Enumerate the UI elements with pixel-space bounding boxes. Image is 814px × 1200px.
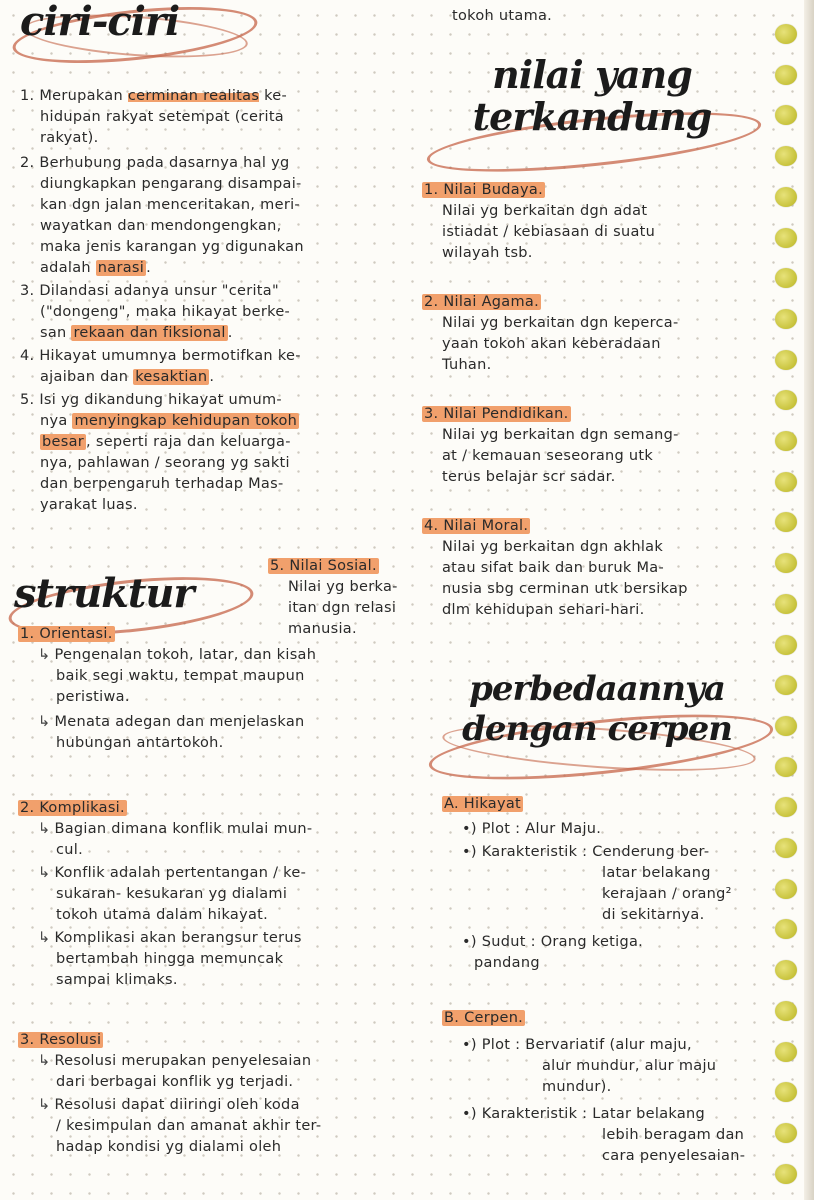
binder-ring xyxy=(775,1164,797,1184)
nilai-heading-line-1: nilai yang xyxy=(492,52,692,97)
resolusi-section xyxy=(18,1030,413,1158)
list-item: atau sifat baik dan buruk Ma- xyxy=(442,560,665,576)
perbedaan-heading-line-1: perbedaannya xyxy=(469,669,725,709)
arrow-icon: ↳ xyxy=(38,821,51,837)
list-item: yaan tokoh akan keberadaan xyxy=(442,336,661,352)
list-item: wayatkan dan mendongengkan, xyxy=(40,218,282,234)
binder-ring xyxy=(775,105,797,125)
list-item: hidupan rakyat setempat (cerita xyxy=(40,109,284,125)
list-item: kan dgn jalan menceritakan, meri- xyxy=(40,197,300,213)
list-item: nusia sbg cerminan utk bersikap xyxy=(442,581,688,597)
cerpen-section xyxy=(442,1008,772,1167)
arrow-icon: ↳ xyxy=(38,865,51,881)
list-item: ↳ Resolusi dapat diiringi oleh koda xyxy=(38,1097,300,1113)
list-item: kerajaan / orang² xyxy=(602,886,732,902)
section-title: B. Cerpen. xyxy=(444,1010,524,1026)
binder-ring xyxy=(775,838,797,858)
list-item: ↳ Resolusi merupakan penyelesaian xyxy=(38,1053,312,1069)
binder-ring xyxy=(775,431,797,451)
list-item: rakyat). xyxy=(40,130,99,146)
binder-ring xyxy=(775,512,797,532)
nilai-title: 4. Nilai Moral. xyxy=(424,518,529,534)
list-item: Nilai yg berkaitan dgn semang- xyxy=(442,427,679,443)
binder-ring xyxy=(775,309,797,329)
binder-ring xyxy=(775,635,797,655)
list-item: ↳ Konflik adalah pertentangan / ke- xyxy=(38,865,307,881)
nilai-sosial-title: 5. Nilai Sosial. xyxy=(270,558,377,574)
list-item: san rekaan dan fiksional . xyxy=(40,325,233,341)
ciri-heading: ciri-ciri xyxy=(20,2,179,42)
section-title: A. Hikayat xyxy=(444,796,521,812)
binder-ring xyxy=(775,228,797,248)
list-item: at / kemauan seseorang utk xyxy=(442,448,654,464)
list-item: maka jenis karangan yg digunakan xyxy=(40,239,304,255)
list-item: wilayah tsb. xyxy=(442,245,533,261)
list-item: nya, pahlawan / seorang yg sakti xyxy=(40,455,290,471)
list-item: •) Karakteristik : Latar belakang xyxy=(462,1106,706,1122)
continued-line: tokoh utama. xyxy=(452,8,553,24)
nilai-title: 2. Nilai Agama. xyxy=(424,294,539,310)
list-item: ↳ Pengenalan tokoh, latar, dan kisah xyxy=(38,647,317,663)
list-item: cul. xyxy=(56,842,83,858)
list-item: / kesimpulan dan amanat akhir ter- xyxy=(56,1118,322,1134)
list-item: •) Plot : Bervariatif (alur maju, xyxy=(462,1037,692,1053)
list-item: terus belajar scr sadar. xyxy=(442,469,616,485)
list-item: dan berpengaruh terhadap Mas- xyxy=(40,476,284,492)
nilai-heading-line-2: terkandung xyxy=(472,94,712,139)
section-title: 2. Komplikasi. xyxy=(20,800,125,816)
list-item: 4. Hikayat umumnya bermotifkan ke- xyxy=(20,348,301,364)
list-item: Tuhan. xyxy=(442,357,492,373)
list-item: adalah narasi . xyxy=(40,260,152,276)
perbedaan-heading xyxy=(432,669,762,749)
arrow-icon: ↳ xyxy=(38,930,51,946)
binder-ring xyxy=(775,146,797,166)
komplikasi-section xyxy=(18,798,413,991)
list-item: hubungan antartokoh. xyxy=(56,735,224,751)
nilai-title: 3. Nilai Pendidikan. xyxy=(424,406,569,422)
list-item: alur mundur, alur maju xyxy=(542,1058,717,1074)
ciri-list xyxy=(20,86,410,516)
list-item: Nilai yg berkaitan dgn adat xyxy=(442,203,648,219)
binder-ring xyxy=(775,472,797,492)
section-title: 3. Resolusi xyxy=(20,1032,102,1048)
binder-ring xyxy=(775,24,797,44)
list-item: ajaiban dan kesaktian . xyxy=(40,369,215,385)
list-item: baik segi waktu, tempat maupun xyxy=(56,668,305,684)
list-item: pandang xyxy=(474,955,540,971)
list-item: tokoh utama dalam hikayat. xyxy=(56,907,269,923)
list-item: lebih beragam dan xyxy=(602,1127,745,1143)
list-item: Nilai yg berka- xyxy=(288,579,398,595)
list-item: manusia. xyxy=(288,621,357,637)
list-item: 1. Merupakan cerminan realitas ke- xyxy=(20,88,288,104)
list-item: 2. Berhubung pada dasarnya hal yg xyxy=(20,155,290,171)
list-item: 5. Isi yg dikandung hikayat umum- xyxy=(20,392,282,408)
binder-ring xyxy=(775,553,797,573)
list-item: latar belakang xyxy=(602,865,711,881)
binder-ring xyxy=(775,1001,797,1021)
list-item: 3. Dilandasi adanya unsur "cerita" xyxy=(20,283,279,299)
list-item: istiadat / kebiasaan di suatu xyxy=(442,224,656,240)
nilai-list xyxy=(422,180,772,621)
list-item: •) Sudut : Orang ketiga. xyxy=(462,934,644,950)
section-title: 1. Orientasi. xyxy=(20,626,113,642)
binder-ring xyxy=(775,879,797,899)
orientasi-section xyxy=(18,624,413,754)
list-item: hadap kondisi yg dialami oleh xyxy=(56,1139,282,1155)
list-item: Nilai yg berkaitan dgn akhlak xyxy=(442,539,664,555)
binder-ring xyxy=(775,594,797,614)
arrow-icon: ↳ xyxy=(38,1097,51,1113)
list-item: ↳ Menata adegan dan menjelaskan xyxy=(38,714,305,730)
list-item: dari berbagai konflik yg terjadi. xyxy=(56,1074,294,1090)
hikayat-section xyxy=(442,794,772,974)
list-item: ↳ Komplikasi akan berangsur terus xyxy=(38,930,302,946)
list-item: cara penyelesaian- xyxy=(602,1148,746,1164)
list-item: besar , seperti raja dan keluarga- xyxy=(42,434,291,450)
list-item: sampai klimaks. xyxy=(56,972,178,988)
binder-ring xyxy=(775,268,797,288)
list-item: peristiwa. xyxy=(56,689,130,705)
list-item: itan dgn relasi xyxy=(288,600,397,616)
binder-ring xyxy=(775,1042,797,1062)
arrow-icon: ↳ xyxy=(38,714,51,730)
binder-ring xyxy=(775,65,797,85)
binder-ring xyxy=(775,675,797,695)
list-item: •) Karakteristik : Cenderung ber- xyxy=(462,844,710,860)
perbedaan-heading-line-2: dengan cerpen xyxy=(462,709,732,749)
binder-ring xyxy=(775,919,797,939)
binder-ring xyxy=(775,1123,797,1143)
nilai-heading xyxy=(432,52,752,139)
binder-ring xyxy=(775,960,797,980)
binder-ring xyxy=(775,390,797,410)
binder-ring xyxy=(775,716,797,736)
binder-ring xyxy=(775,187,797,207)
list-item: diungkapkan pengarang disampai- xyxy=(40,176,302,192)
arrow-icon: ↳ xyxy=(38,647,51,663)
binder-ring xyxy=(775,350,797,370)
binder-ring xyxy=(775,757,797,777)
list-item: di sekitarnya. xyxy=(602,907,705,923)
page-edge xyxy=(804,0,814,1200)
arrow-icon: ↳ xyxy=(38,1053,51,1069)
list-item: nya menyingkap kehidupan tokoh xyxy=(40,413,298,429)
list-item: dlm kehidupan sehari-hari. xyxy=(442,602,645,618)
list-item: ↳ Bagian dimana konflik mulai mun- xyxy=(38,821,313,837)
binder-ring xyxy=(775,797,797,817)
list-item: •) Plot : Alur Maju. xyxy=(462,821,602,837)
list-item: ("dongeng", maka hikayat berke- xyxy=(40,304,291,320)
list-item: bertambah hingga memuncak xyxy=(56,951,284,967)
struktur-heading: struktur xyxy=(14,574,194,614)
list-item: mundur). xyxy=(542,1079,612,1095)
binder-ring xyxy=(775,1082,797,1102)
list-item: sukaran- kesukaran yg dialami xyxy=(56,886,288,902)
nilai-title: 1. Nilai Budaya. xyxy=(424,182,543,198)
list-item: yarakat luas. xyxy=(40,497,138,513)
list-item: Nilai yg berkaitan dgn keperca- xyxy=(442,315,679,331)
